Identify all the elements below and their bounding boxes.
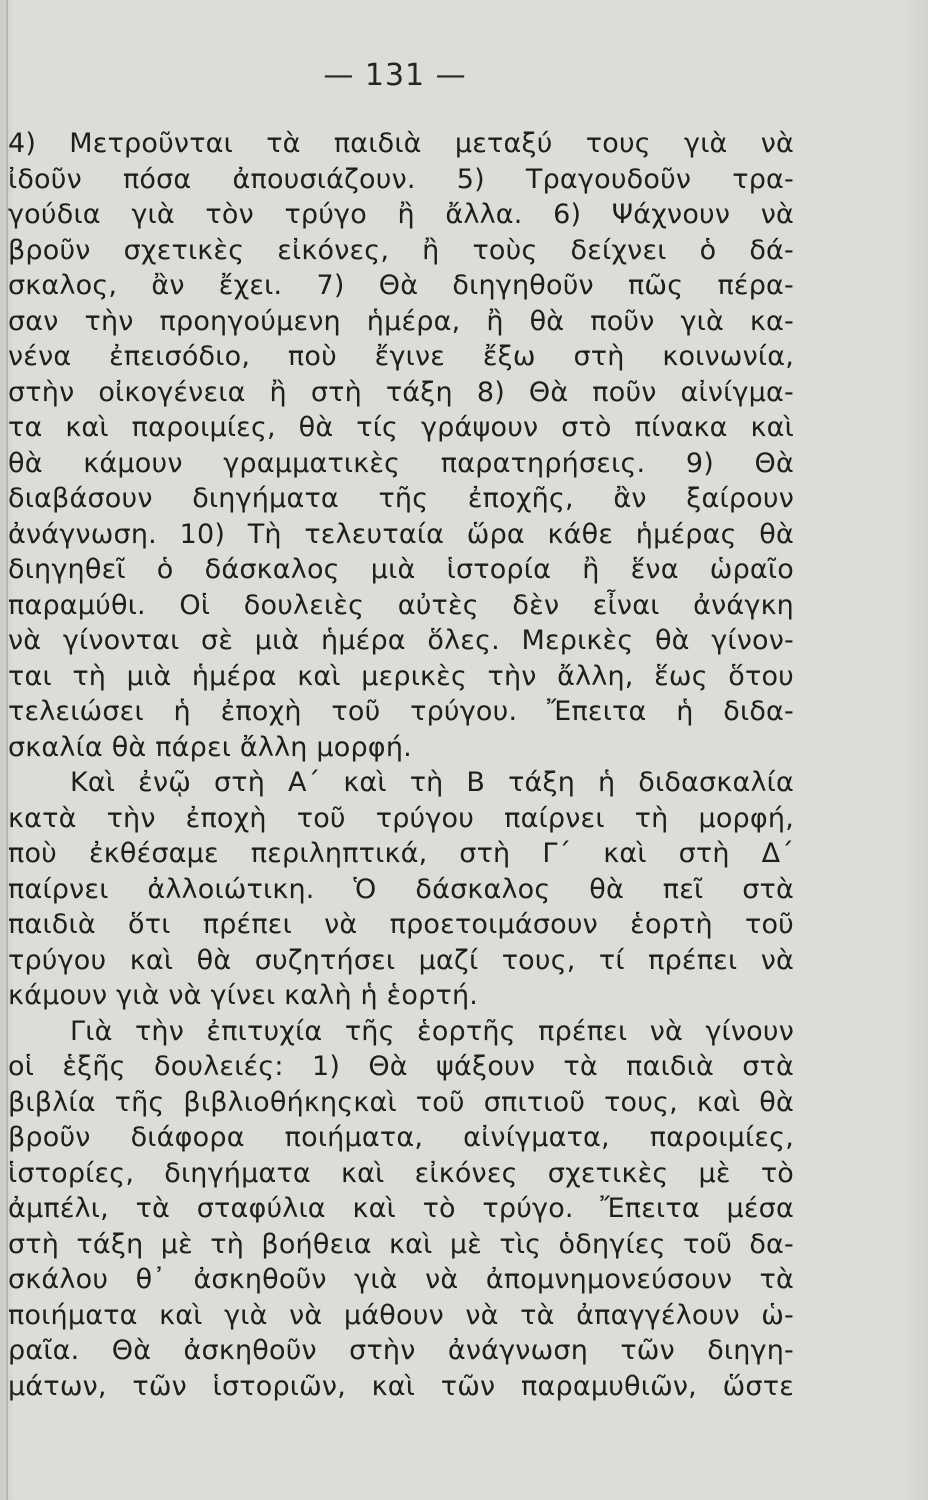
text-line: γούδια γιὰ τὸν τρύγο ἢ ἄλλα. 6) Ψάχνουν νὰ	[8, 199, 794, 230]
text-line: τρύγου καὶ θὰ συζητήσει μαζί τους, τί πρέπει νὰ	[8, 944, 794, 976]
text-line: κατὰ τὴν ἐποχὴ τοῦ τρύγου παίρνει τὴ μορφή,	[8, 802, 794, 834]
text-line: διαβάσουν διηγήματα τῆς ἐποχῆς, ἂν ξαίρουν	[8, 483, 794, 514]
text-line: ραῖα. Θὰ ἀσκηθοῦν στὴν ἀνάγνωση τῶν διηγη-	[8, 1335, 794, 1366]
text-line: βροῦν σχετικὲς εἰκόνες, ἢ τοὺς δείχνει ὁ δά-	[8, 234, 794, 266]
text-line: ποὺ ἐκθέσαμε περιληπτικά, στὴ Γ΄ καὶ στὴ Δ΄	[8, 838, 794, 869]
text-line: παιδιὰ ὅτι πρέπει νὰ προετοιμάσουν ἑορτὴ τοῦ	[8, 909, 794, 940]
text-line: διηγηθεῖ ὁ δάσκαλος μιὰ ἱστορία ἢ ἕνα ὡραῖο	[8, 554, 794, 585]
text-line: βιβλία τῆς βιβλιοθήκηςκαὶ τοῦ σπιτιοῦ τους, καὶ θὰ	[8, 1086, 794, 1118]
text-line: ἀνάγνωση. 10) Τὴ τελευταία ὥρα κάθε ἡμέρας θὰ	[8, 518, 794, 550]
text-line: σκαλία θὰ πάρει ἄλλη μορφή.	[8, 731, 412, 763]
text-line: 4) Μετροῦνται τὰ παιδιὰ μεταξύ τους γιὰ νὰ	[8, 128, 794, 159]
text-line: νένα ἐπεισόδιο, ποὺ ἔγινε ἔξω στὴ κοινωνία,	[8, 341, 794, 372]
text-line: οἱ ἑξῆς δουλειές: 1) Θὰ ψάξουν τὰ παιδιὰ στὰ	[8, 1051, 794, 1082]
text-line: μάτων, τῶν ἱστοριῶν, καὶ τῶν παραμυθιῶν, ὥστε	[8, 1370, 794, 1402]
text-line: Γιὰ τὴν ἐπιτυχία τῆς ἑορτῆς πρέπει νὰ γίνουν	[70, 1015, 794, 1047]
text-line: θὰ κάμουν γραμματικὲς παρατηρήσεις. 9) Θὰ	[8, 447, 794, 479]
text-line: κάμουν γιὰ νὰ γίνει καλὴ ἡ ἑορτή.	[8, 980, 479, 1011]
text-line: βροῦν διάφορα ποιήματα, αἰνίγματα, παροιμίες,	[8, 1122, 794, 1153]
text-line: ται τὴ μιὰ ἡμέρα καὶ μερικὲς τὴν ἄλλη, ἕως ὅτου	[8, 660, 794, 692]
text-line: τελειώσει ἡ ἐποχὴ τοῦ τρύγου. Ἔπειτα ἡ διδα-	[8, 696, 794, 727]
text-line: σκάλου θ᾽ ἀσκηθοῦν γιὰ νὰ ἀπομνημονεύσουν τὰ	[8, 1264, 794, 1295]
text-line: ἰδοῦν πόσα ἀπουσιάζουν. 5) Τραγουδοῦν τρα-	[8, 163, 794, 195]
text-line: τα καὶ παροιμίες, θὰ τίς γράψουν στὸ πίνακα καὶ	[8, 412, 794, 443]
text-line: στὴ τάξη μὲ τὴ βοήθεια καὶ μὲ τὶς ὁδηγίες τοῦ δα-	[8, 1228, 794, 1260]
text-line: ἀμπέλι, τὰ σταφύλια καὶ τὸ τρύγο. Ἔπειτα μέσα	[8, 1193, 794, 1224]
text-line: ποιήματα καὶ γιὰ νὰ μάθουν νὰ τὰ ἀπαγγέλουν ὡ-	[8, 1299, 794, 1331]
text-line: παίρνει ἀλλοιώτικη. Ὁ δάσκαλος θὰ πεῖ στὰ	[8, 873, 794, 905]
page-number: — 131 —	[323, 58, 467, 93]
text-line: σαν τὴν προηγούμενη ἡμέρα, ἢ θὰ ποῦν γιὰ κα-	[8, 305, 794, 337]
text-line: Καὶ ἐνῷ στὴ Α΄ καὶ τὴ Β τάξη ἡ διδασκαλία	[70, 767, 794, 798]
text-line: παραμύθι. Οἱ δουλειὲς αὐτὲς δὲν εἶναι ἀνάγκη	[8, 589, 794, 621]
text-line: νὰ γίνονται σὲ μιὰ ἡμέρα ὅλες. Μερικὲς θὰ γίνον-	[8, 625, 794, 656]
body-text	[8, 126, 794, 1404]
text-line: σκαλος, ἂν ἔχει. 7) Θὰ διηγηθοῦν πῶς πέρα-	[8, 270, 794, 301]
text-line: στὴν οἰκογένεια ἢ στὴ τάξη 8) Θὰ ποῦν αἰνίγμα-	[8, 376, 794, 408]
text-line: ἱστορίες, διηγήματα καὶ εἰκόνες σχετικὲς μὲ τὸ	[8, 1157, 794, 1189]
